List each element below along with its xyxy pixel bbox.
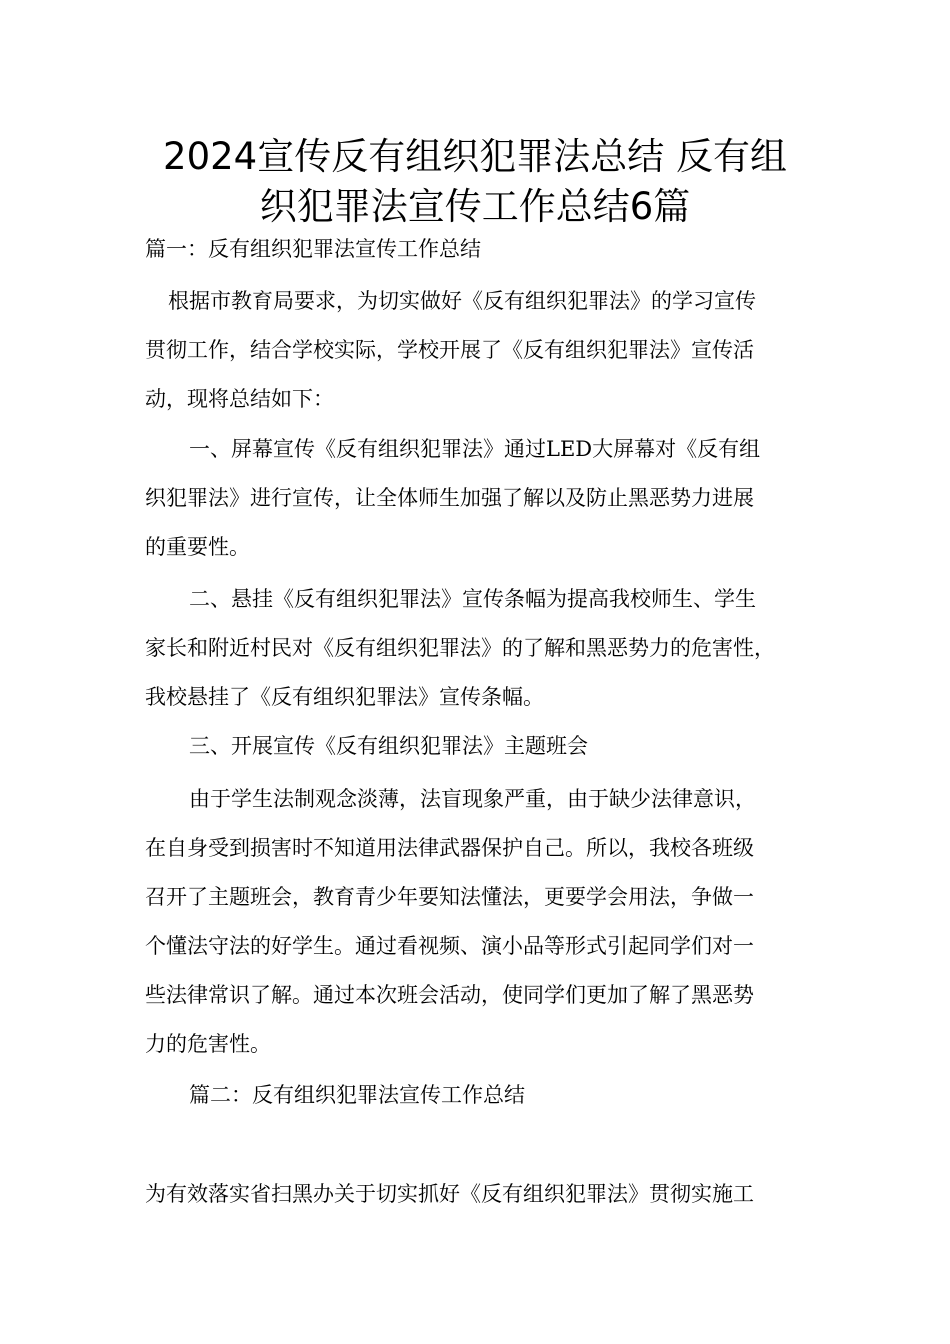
paragraph-line: 家长和附近村民对《反有组织犯罪法》的了解和黑恶势力的危害性， [145, 636, 775, 660]
paragraph-line: 一、屏幕宣传《反有组织犯罪法》通过LED大屏幕对《反有组 [189, 437, 761, 461]
paragraph-line: 由于学生法制观念淡薄，法盲现象严重，由于缺少法律意识， [189, 787, 756, 811]
document-title-line-1: 2024宣传反有组织犯罪法总结 反有组 [163, 135, 787, 178]
paragraph-line: 我校悬挂了《反有组织犯罪法》宣传条幅。 [145, 685, 544, 709]
document-title-line-2: 织犯罪法宣传工作总结6篇 [259, 185, 691, 228]
section-heading-1: 篇一：反有组织犯罪法宣传工作总结 [145, 237, 481, 261]
paragraph-line: 个懂法守法的好学生。通过看视频、演小品等形式引起同学们对一 [145, 934, 754, 958]
paragraph-line: 在自身受到损害时不知道用法律武器保护自己。所以，我校各班级 [145, 836, 754, 860]
section-heading-2: 篇二：反有组织犯罪法宣传工作总结 [189, 1083, 525, 1107]
subheading-line: 三、开展宣传《反有组织犯罪法》主题班会 [189, 734, 588, 758]
paragraph-line: 贯彻工作，结合学校实际，学校开展了《反有组织犯罪法》宣传活 [145, 338, 754, 362]
paragraph-line: 的重要性。 [145, 535, 250, 559]
paragraph-line: 根据市教育局要求，为切实做好《反有组织犯罪法》的学习宣传 [168, 289, 756, 313]
paragraph-line: 力的危害性。 [145, 1032, 271, 1056]
paragraph-line: 二、悬挂《反有组织犯罪法》宣传条幅为提高我校师生、学生 [189, 587, 756, 611]
paragraph-line: 为有效落实省扫黑办关于切实抓好《反有组织犯罪法》贯彻实施工 [145, 1182, 754, 1206]
paragraph-line: 织犯罪法》进行宣传，让全体师生加强了解以及防止黑恶势力进展 [145, 486, 754, 510]
paragraph-line: 些法律常识了解。通过本次班会活动，使同学们更加了解了黑恶势 [145, 983, 754, 1007]
paragraph-line: 召开了主题班会，教育青少年要知法懂法，更要学会用法，争做一 [145, 885, 754, 909]
paragraph-line: 动，现将总结如下： [145, 387, 334, 411]
